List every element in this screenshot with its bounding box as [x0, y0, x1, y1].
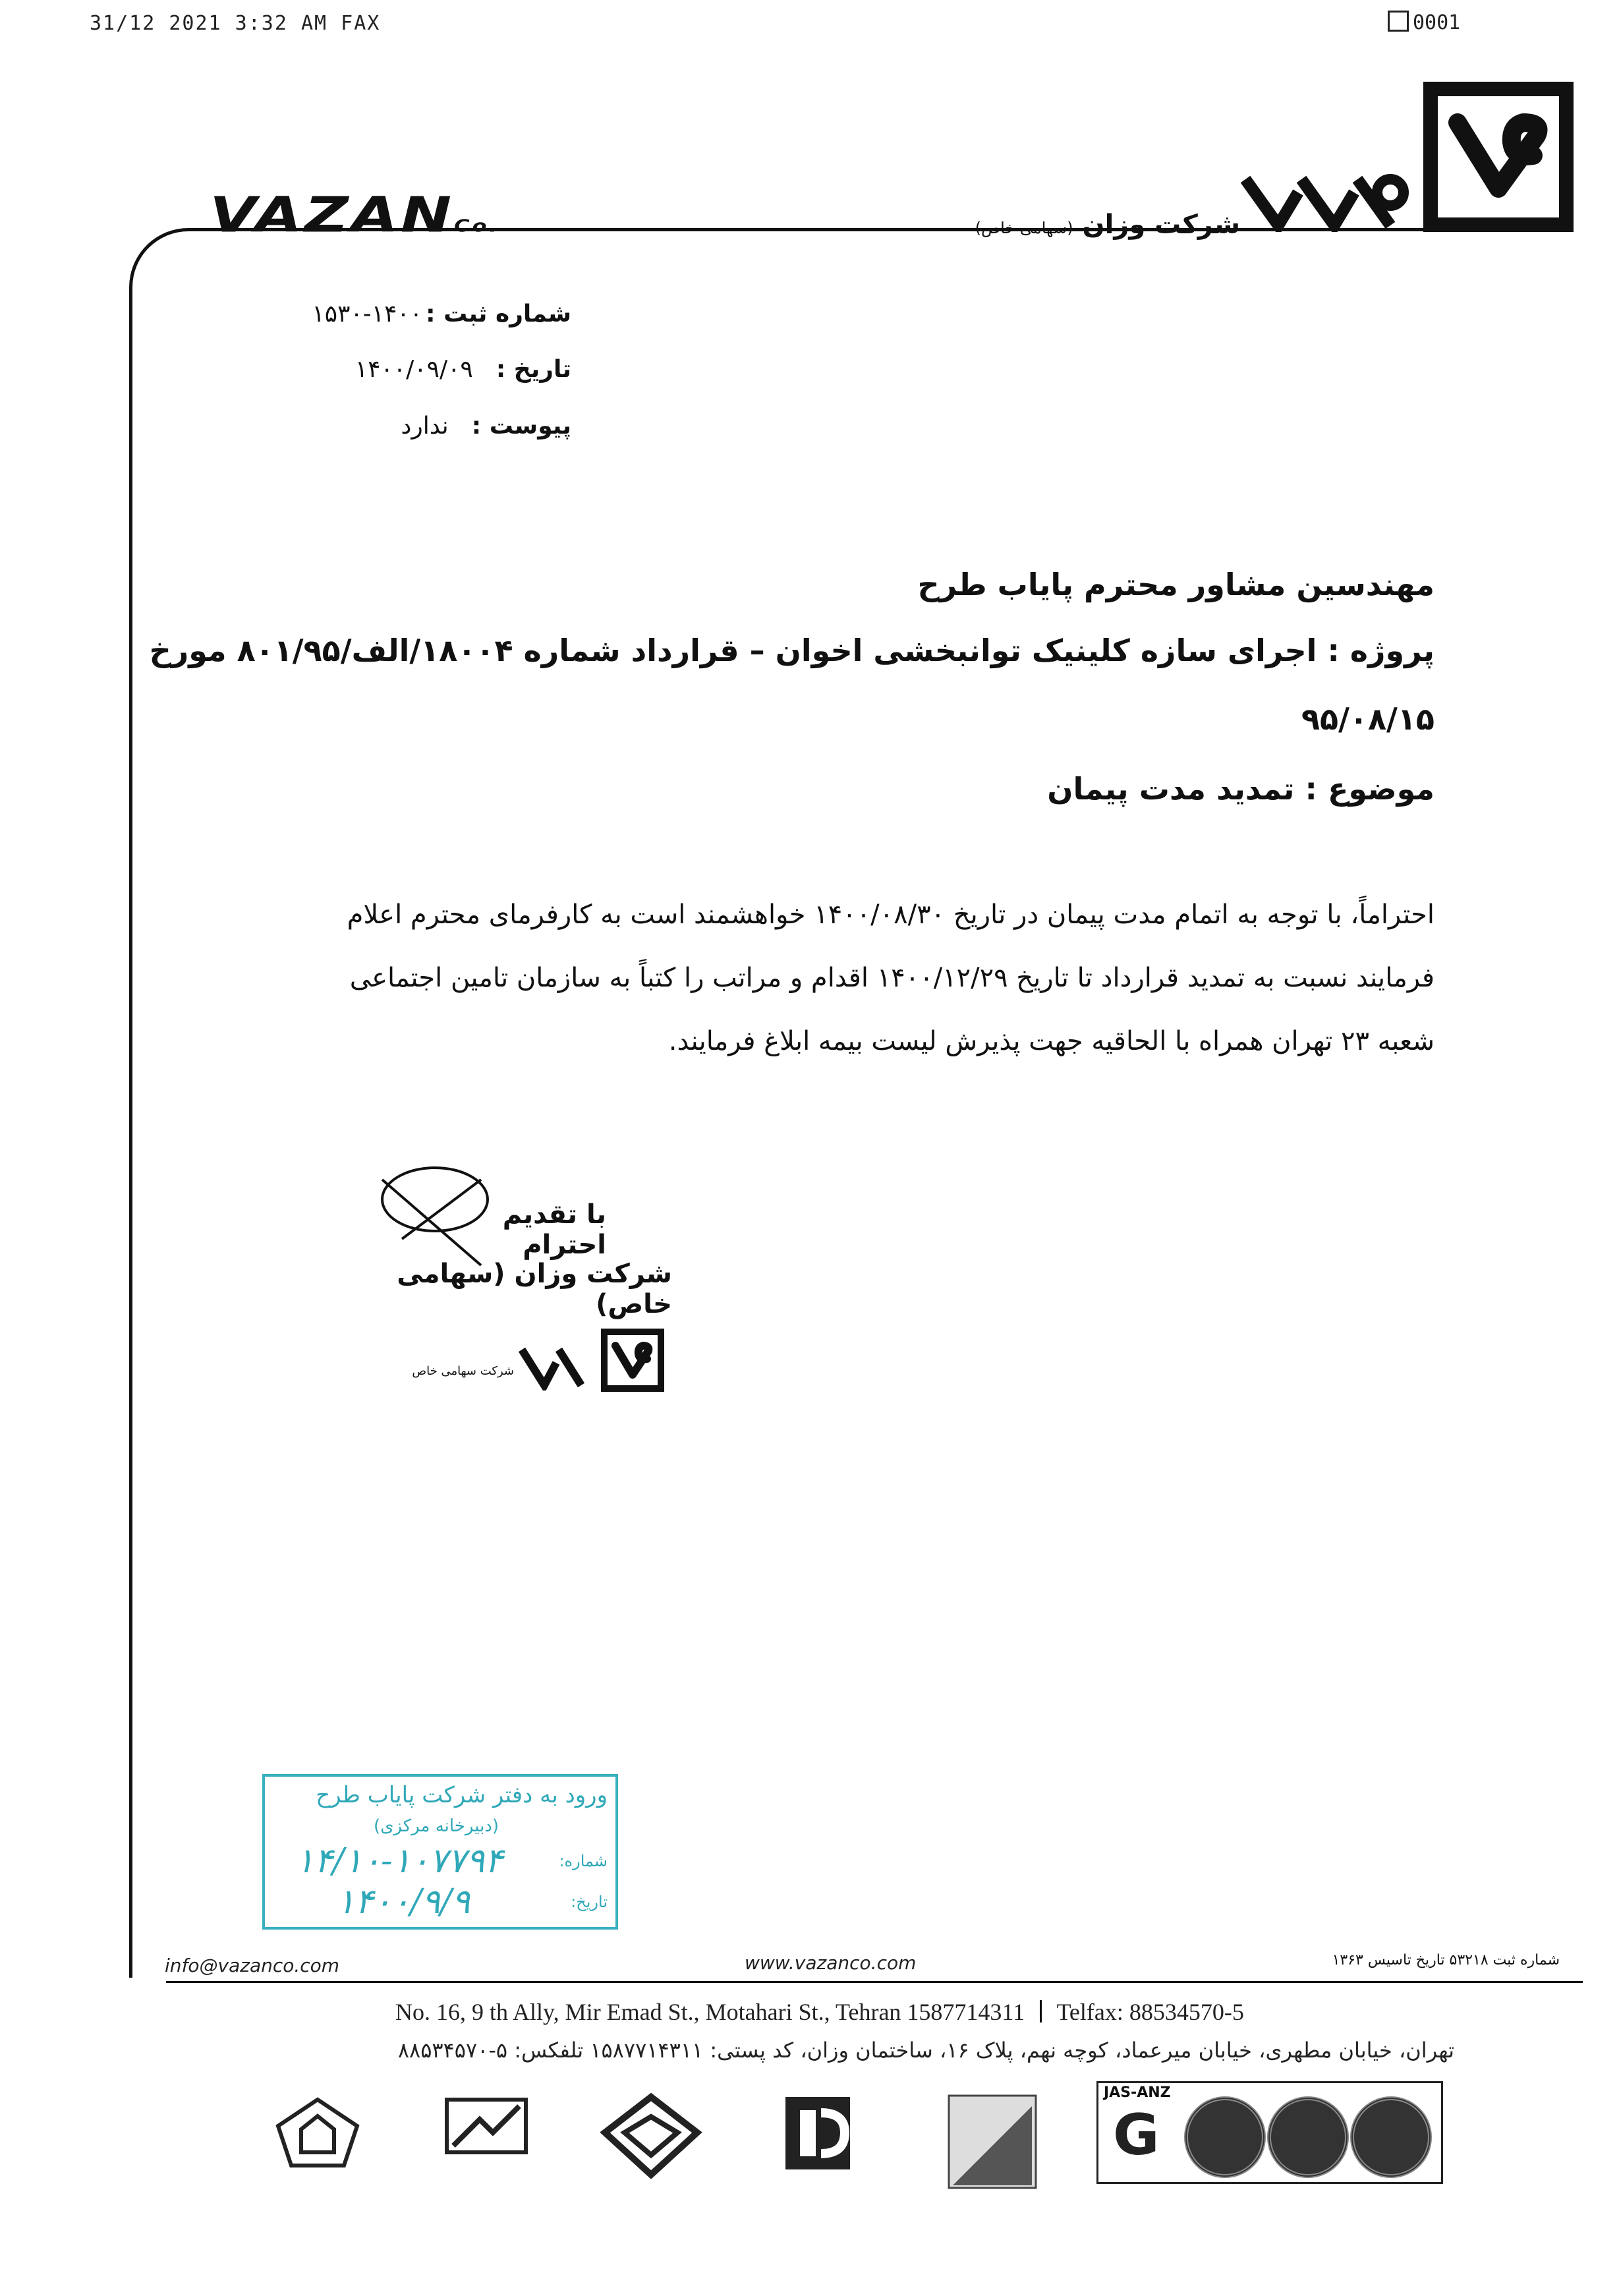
jas-anz-label: JAS-ANZ [1104, 2084, 1171, 2101]
closing: با تقدیم احترام [502, 1199, 606, 1260]
signatory: شرکت وزان (سهامی خاص) [397, 1259, 672, 1319]
vazan-logo-icon [1423, 82, 1574, 232]
body-line-2: فرمایند نسبت به تمدید قرارداد تا تاریخ ۱۴۰۰/۱۲/۲۹ اقدام و مراتب را کتباً به سازمان تامین اجتماعی [349, 963, 1434, 993]
footer-website[interactable]: www.vazanco.com [745, 1952, 917, 1974]
attachment: پیوست : ندارد [401, 413, 571, 440]
footer-registration: شماره ثبت ۵۳۲۱۸ تاریخ تاسیس ۱۳۶۳ [1332, 1952, 1560, 1968]
persian-brand-mark [1239, 173, 1410, 235]
letter-frame [129, 228, 1537, 1978]
cert-logo-3-icon [598, 2093, 704, 2181]
fax-timestamp: 31/12 2021 3:32 AM FAX [90, 12, 381, 35]
receipt-stamp [262, 1774, 618, 1930]
iso-seal-1-icon [1184, 2096, 1266, 2178]
footer-divider [166, 1981, 1583, 1983]
recipient: مهندسین مشاور محترم پایاب طرح [917, 567, 1434, 602]
project-line-2: ۹۵/۰۸/۱۵ [1301, 701, 1434, 737]
stamp-number-label: شماره: [559, 1852, 608, 1870]
stamp-date-value: ۱۴۰۰/۹/۹ [336, 1882, 470, 1922]
cert-logo-2-icon [440, 2093, 532, 2175]
footer-email[interactable]: info@vazanco.com [165, 1955, 340, 1976]
cert-logo-5-icon [946, 2093, 1038, 2195]
footer-address-fa: تهران، خیابان مطهری، خیابان میرعماد، کوچه نهم، پلاک ۱۶، ساختمان وزان، کد پستی: ۱۵۸۷۷۱۴۳۱۱ تلفکس: ۵-۸۸۵۳۴۵۷۰ [397, 2038, 1454, 2063]
body-line-3: شعبه ۲۳ تهران همراه با الحاقیه جهت پذیرش لیست بیمه ابلاغ فرمایند. [668, 1026, 1434, 1056]
company-persian-name: شرکت وزان (سهامی خاص) [975, 210, 1240, 240]
project-line-1: پروژه : اجرای سازه کلینیک توانبخشی اخوان – قرارداد شماره ۱۸۰۰۴/الف/۸۰۱/۹۵ مورخ [149, 633, 1434, 668]
stamp-number-value: ۱۴/۱۰-۱۰۷۷۹۴ [295, 1841, 503, 1881]
body-line-1: احتراماً، با توجه به اتمام مدت پیمان در تاریخ ۱۴۰۰/۰۸/۳۰ خواهشمند است به کارفرمای محترم اعلام [347, 900, 1434, 930]
fax-page-number: 0001 [1388, 11, 1460, 34]
cert-logo-4-icon [781, 2093, 854, 2181]
company-seal: شرکت سهامی خاص [395, 1325, 672, 1397]
iso-certification-panel [1096, 2081, 1443, 2184]
seal-logo-icon [601, 1329, 664, 1392]
cert-logo-1-icon [271, 2093, 364, 2175]
iso-seal-2-icon [1267, 2096, 1349, 2178]
stamp-subtitle: (دبیرخانه مرکزی) [373, 1816, 499, 1836]
registration-number: شماره ثبت : ۱۴۰۰-۱۵۳۰ [312, 301, 571, 328]
stamp-title: ورود به دفتر شرکت پایاب طرح [316, 1782, 608, 1808]
company-latin-logo: VAZANCo. [210, 187, 500, 243]
footer-address-en: No. 16, 9 th Ally, Mir Emad St., Motahari St., Tehran 1587714311 Telfax: 88534570-5 [395, 1999, 1244, 2025]
ukas-g-icon: G [1113, 2102, 1160, 2168]
subject: موضوع : تمدید مدت پیمان [1047, 771, 1434, 807]
page-icon [1388, 11, 1409, 32]
iso-seal-3-icon [1350, 2096, 1432, 2178]
stamp-date-label: تاریخ: [571, 1893, 608, 1911]
letter-date: تاریخ : ۱۴۰۰/۰۹/۰۹ [355, 356, 571, 383]
